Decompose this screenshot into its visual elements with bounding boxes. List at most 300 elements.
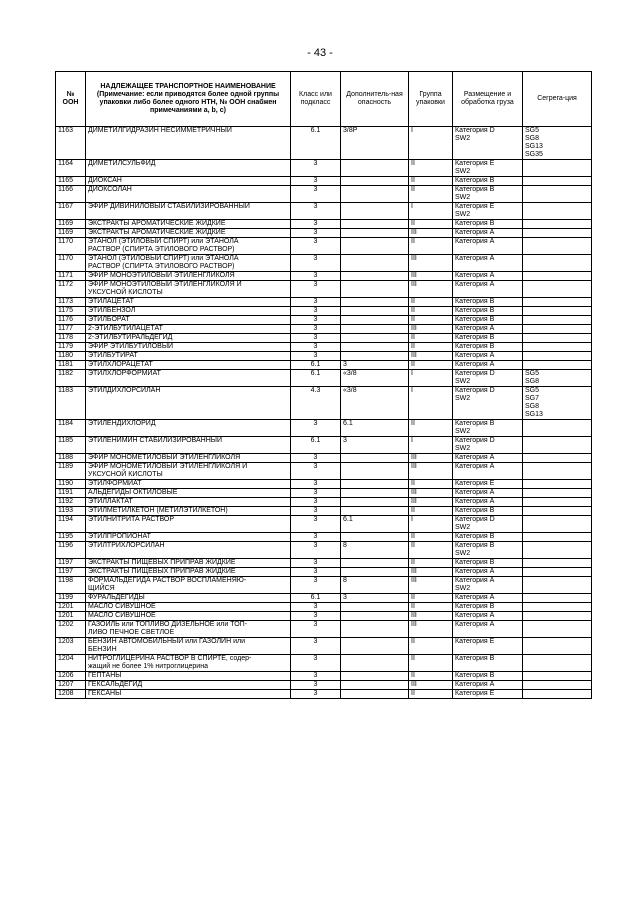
cell-segregation-line: SG7	[525, 395, 540, 402]
cell-class-line: 3	[313, 507, 318, 514]
cell-class	[291, 177, 341, 186]
cell-subsidiary-risk	[341, 498, 409, 507]
cell-un-number	[56, 352, 86, 361]
cell-class-line: 3	[313, 343, 318, 350]
table-row	[56, 387, 592, 420]
cell-packing-group-line: I	[411, 516, 413, 523]
table-row	[56, 298, 592, 307]
cell-shipping-name-line: ГЕКСАЛЬДЕГИД	[88, 681, 143, 688]
cell-class-line: 3	[313, 229, 318, 236]
cell-un-number-line: 1193	[58, 507, 74, 514]
cell-packing-group	[409, 127, 453, 160]
cell-stowage	[453, 316, 523, 325]
cell-stowage-line: Категория A	[455, 577, 495, 584]
cell-segregation	[523, 559, 592, 568]
cell-segregation	[523, 127, 592, 160]
cell-stowage-line: Категория E	[455, 638, 495, 645]
cell-un-number	[56, 533, 86, 542]
cell-packing-group	[409, 498, 453, 507]
cell-shipping-name	[86, 387, 291, 420]
table-row	[56, 370, 592, 387]
cell-shipping-name	[86, 480, 291, 489]
cell-un-number-line: 1169	[58, 220, 74, 227]
cell-shipping-name	[86, 343, 291, 352]
cell-segregation-line: SG8	[525, 403, 540, 410]
cell-packing-group	[409, 298, 453, 307]
cell-un-number-line: 1197	[58, 559, 74, 566]
cell-subsidiary-risk	[341, 370, 409, 387]
cell-un-number-line: 1165	[58, 177, 74, 184]
cell-shipping-name	[86, 361, 291, 370]
cell-stowage-line: Категория B	[455, 603, 495, 610]
cell-shipping-name-line: ЭТИЛАЦЕТАТ	[88, 298, 134, 305]
cell-un-number-line: 1172	[58, 281, 74, 288]
cell-segregation	[523, 489, 592, 498]
cell-shipping-name-line: АЛЬДЕГИДЫ ОКТИЛОВЫЕ	[88, 489, 178, 496]
cell-segregation	[523, 316, 592, 325]
cell-shipping-name-line: ЩИЙСЯ	[88, 585, 115, 592]
cell-class	[291, 516, 341, 533]
table-row	[56, 160, 592, 177]
cell-un-number	[56, 325, 86, 334]
cell-subsidiary-risk-line: 3	[343, 361, 347, 368]
cell-subsidiary-risk-line: 3	[343, 437, 347, 444]
cell-shipping-name-line: ЭКСТРАКТЫ АРОМАТИЧЕСКИЕ ЖИДКИЕ	[88, 229, 226, 236]
cell-segregation	[523, 516, 592, 533]
cell-segregation	[523, 370, 592, 387]
cell-segregation	[523, 507, 592, 516]
cell-segregation-line: SG8	[525, 135, 540, 142]
cell-stowage-line: Категория B	[455, 655, 495, 662]
table-row	[56, 127, 592, 160]
table-row	[56, 186, 592, 203]
cell-packing-group-line: I	[411, 203, 413, 210]
cell-class	[291, 489, 341, 498]
cell-class-line: 3	[313, 603, 318, 610]
cell-class-line: 3	[313, 568, 318, 575]
cell-packing-group-line: III	[411, 229, 417, 236]
cell-un-number	[56, 454, 86, 463]
cell-class	[291, 437, 341, 454]
cell-stowage-line: SW2	[455, 395, 471, 402]
table-row	[56, 352, 592, 361]
cell-subsidiary-risk	[341, 343, 409, 352]
cell-stowage	[453, 229, 523, 238]
cell-segregation	[523, 568, 592, 577]
cell-class-line: 3	[313, 160, 318, 167]
cell-stowage-line: Категория A	[455, 325, 495, 332]
cell-shipping-name-line: ЭКСТРАКТЫ ПИЩЕВЫХ ПРИПРАВ ЖИДКИЕ	[88, 568, 236, 575]
cell-subsidiary-risk	[341, 568, 409, 577]
cell-packing-group-line: I	[411, 387, 413, 394]
cell-shipping-name-line: ДИМЕТИЛСУЛЬФИД	[88, 160, 156, 167]
cell-stowage-line: Категория A	[455, 229, 495, 236]
cell-class-line: 6.1	[310, 437, 321, 444]
table-row	[56, 238, 592, 255]
cell-shipping-name	[86, 325, 291, 334]
cell-shipping-name	[86, 160, 291, 177]
cell-shipping-name	[86, 437, 291, 454]
cell-un-number-line: 1191	[58, 489, 74, 496]
cell-class	[291, 454, 341, 463]
cell-subsidiary-risk	[341, 272, 409, 281]
cell-segregation-line: SG35	[525, 151, 543, 158]
cell-class-line: 3	[313, 672, 318, 679]
cell-un-number	[56, 177, 86, 186]
cell-segregation	[523, 498, 592, 507]
cell-packing-group-line: II	[411, 533, 415, 540]
cell-shipping-name-line: ЭФИР МОНОМЕТИЛОВЫЙ ЭТИЛЕНГЛИКОЛЯ	[88, 454, 241, 461]
cell-stowage	[453, 463, 523, 480]
cell-stowage-line: Категория B	[455, 186, 495, 193]
cell-class-line: 3	[313, 220, 318, 227]
cell-shipping-name	[86, 255, 291, 272]
cell-un-number-line: 1167	[58, 203, 74, 210]
cell-stowage	[453, 655, 523, 672]
cell-shipping-name	[86, 186, 291, 203]
cell-segregation	[523, 238, 592, 255]
cell-class-line: 3	[313, 655, 318, 662]
cell-packing-group-line: III	[411, 325, 417, 332]
cell-stowage	[453, 681, 523, 690]
cell-un-number	[56, 542, 86, 559]
cell-shipping-name-line: жащий не более 1% нитроглицерина	[88, 663, 208, 670]
cell-stowage-line: Категория A	[455, 238, 495, 245]
cell-stowage-line: Категория B	[455, 334, 495, 341]
cell-packing-group	[409, 638, 453, 655]
cell-subsidiary-risk-line: 6.1	[343, 420, 353, 427]
cell-packing-group	[409, 220, 453, 229]
cell-un-number	[56, 672, 86, 681]
cell-class	[291, 343, 341, 352]
cell-segregation	[523, 655, 592, 672]
cell-shipping-name-line: ФОРМАЛЬДЕГИДА РАСТВОР ВОСПЛАМЕНЯЮ-	[88, 577, 247, 584]
header-proper-shipping-name	[86, 72, 291, 127]
cell-un-number-line: 1197	[58, 568, 74, 575]
cell-shipping-name-line: РАСТВОР (СПИРТА ЭТИЛОВОГО РАСТВОР)	[88, 246, 235, 253]
cell-shipping-name-line: ЭТИЛБОРАТ	[88, 316, 130, 323]
cell-class	[291, 655, 341, 672]
cell-class	[291, 594, 341, 603]
cell-class	[291, 203, 341, 220]
cell-un-number	[56, 186, 86, 203]
cell-shipping-name	[86, 272, 291, 281]
cell-class-line: 3	[313, 463, 318, 470]
cell-class-line: 3	[313, 420, 318, 427]
cell-un-number	[56, 127, 86, 160]
table-row	[56, 559, 592, 568]
cell-shipping-name	[86, 334, 291, 343]
cell-shipping-name-line: ЭФИР ДИВИНИЛОВЫЙ СТАБИЛИЗИРОВАННЫЙ	[88, 203, 250, 210]
cell-stowage-line: Категория E	[455, 480, 495, 487]
cell-subsidiary-risk-line: 3	[343, 594, 347, 601]
cell-subsidiary-risk	[341, 672, 409, 681]
cell-class-line: 3	[313, 542, 318, 549]
cell-shipping-name	[86, 568, 291, 577]
cell-class-line: 3	[313, 690, 318, 697]
cell-packing-group	[409, 594, 453, 603]
cell-class	[291, 533, 341, 542]
cell-stowage-line: Категория B	[455, 507, 495, 514]
cell-stowage	[453, 352, 523, 361]
cell-packing-group	[409, 454, 453, 463]
cell-un-number	[56, 298, 86, 307]
cell-packing-group	[409, 690, 453, 699]
cell-shipping-name-line: 2-ЭТИЛБУТИРАЛЬДЕГИД	[88, 334, 173, 341]
cell-subsidiary-risk	[341, 480, 409, 489]
cell-stowage-line: Категория A	[455, 568, 495, 575]
cell-packing-group	[409, 203, 453, 220]
cell-un-number-line: 1202	[58, 621, 74, 628]
cell-packing-group	[409, 334, 453, 343]
table-row	[56, 325, 592, 334]
cell-stowage-line: Категория E	[455, 690, 495, 697]
cell-packing-group-line: III	[411, 568, 417, 575]
cell-subsidiary-risk	[341, 690, 409, 699]
cell-shipping-name-line: ЛИВО ПЕЧНОЕ СВЕТЛОЕ	[88, 629, 175, 636]
cell-packing-group-line: I	[411, 437, 413, 444]
cell-un-number	[56, 229, 86, 238]
cell-stowage-line: Категория A	[455, 352, 495, 359]
cell-class-line: 3	[313, 325, 318, 332]
cell-stowage	[453, 498, 523, 507]
cell-shipping-name-line: 2-ЭТИЛБУТИЛАЦЕТАТ	[88, 325, 163, 332]
cell-subsidiary-risk	[341, 516, 409, 533]
cell-packing-group-line: II	[411, 638, 415, 645]
cell-packing-group-line: III	[411, 498, 417, 505]
cell-segregation	[523, 577, 592, 594]
cell-class-line: 6.1	[310, 127, 321, 134]
cell-un-number	[56, 603, 86, 612]
cell-segregation	[523, 463, 592, 480]
cell-subsidiary-risk	[341, 489, 409, 498]
header-class: Класс или подкласс	[291, 72, 341, 127]
cell-class-line: 3	[313, 516, 318, 523]
cell-shipping-name	[86, 281, 291, 298]
cell-un-number-line: 1188	[58, 454, 74, 461]
cell-segregation	[523, 203, 592, 220]
cell-class-line: 3	[313, 577, 318, 584]
cell-packing-group	[409, 177, 453, 186]
table-row	[56, 307, 592, 316]
cell-segregation	[523, 533, 592, 542]
cell-segregation	[523, 186, 592, 203]
header-un-number: № ООН	[56, 72, 86, 127]
cell-stowage-line: SW2	[455, 194, 471, 201]
cell-subsidiary-risk	[341, 316, 409, 325]
cell-shipping-name-line: ЭТИЛЛАКТАТ	[88, 498, 133, 505]
cell-class	[291, 352, 341, 361]
cell-class	[291, 160, 341, 177]
cell-shipping-name-line: ДИОКСАН	[88, 177, 122, 184]
cell-subsidiary-risk	[341, 533, 409, 542]
cell-stowage-line: Категория D	[455, 437, 495, 444]
cell-stowage	[453, 489, 523, 498]
cell-stowage	[453, 220, 523, 229]
cell-shipping-name	[86, 507, 291, 516]
cell-shipping-name	[86, 229, 291, 238]
cell-shipping-name	[86, 498, 291, 507]
cell-packing-group-line: II	[411, 186, 415, 193]
cell-un-number	[56, 655, 86, 672]
cell-subsidiary-risk	[341, 463, 409, 480]
cell-stowage-line: Категория B	[455, 316, 495, 323]
cell-un-number-line: 1171	[58, 272, 74, 279]
cell-subsidiary-risk	[341, 361, 409, 370]
cell-class	[291, 463, 341, 480]
cell-class	[291, 638, 341, 655]
cell-subsidiary-risk	[341, 387, 409, 420]
table-row	[56, 361, 592, 370]
cell-stowage	[453, 370, 523, 387]
cell-shipping-name-line: УКСУСНОЙ КИСЛОТЫ	[88, 471, 163, 478]
cell-shipping-name-line: ГАЗОЙЛЬ или ТОПЛИВО ДИЗЕЛЬНОЕ или ТОП-	[88, 621, 247, 628]
cell-stowage	[453, 516, 523, 533]
cell-class-line: 3	[313, 281, 318, 288]
cell-shipping-name-line: ЭФИР МОНОМЕТИЛОВЫЙ ЭТИЛЕНГЛИКОЛЯ И	[88, 463, 248, 470]
cell-subsidiary-risk	[341, 603, 409, 612]
cell-stowage-line: Категория A	[455, 255, 495, 262]
cell-un-number	[56, 498, 86, 507]
cell-stowage	[453, 454, 523, 463]
cell-stowage	[453, 621, 523, 638]
cell-packing-group	[409, 559, 453, 568]
cell-un-number-line: 1204	[58, 655, 74, 662]
cell-packing-group-line: I	[411, 370, 413, 377]
table-row	[56, 437, 592, 454]
cell-packing-group-line: III	[411, 621, 417, 628]
cell-class	[291, 690, 341, 699]
cell-stowage	[453, 672, 523, 681]
cell-stowage	[453, 612, 523, 621]
cell-subsidiary-risk	[341, 542, 409, 559]
header-segregation: Сегрега-ция	[523, 72, 592, 127]
cell-subsidiary-risk	[341, 281, 409, 298]
cell-class-line: 3	[313, 621, 318, 628]
cell-packing-group	[409, 307, 453, 316]
cell-packing-group-line: II	[411, 334, 415, 341]
cell-class-line: 6.1	[310, 594, 321, 601]
cell-class-line: 3	[313, 316, 318, 323]
cell-segregation	[523, 420, 592, 437]
cell-segregation	[523, 638, 592, 655]
cell-class	[291, 238, 341, 255]
table-row	[56, 343, 592, 352]
cell-subsidiary-risk-line: 8	[343, 577, 347, 584]
cell-shipping-name-line: МАСЛО СИВУШНОЕ	[88, 612, 156, 619]
cell-shipping-name-line: ЭТИЛБУТИРАТ	[88, 352, 138, 359]
cell-stowage-line: Категория D	[455, 370, 495, 377]
cell-packing-group	[409, 370, 453, 387]
cell-stowage-line: SW2	[455, 378, 471, 385]
table-row	[56, 281, 592, 298]
cell-un-number-line: 1173	[58, 298, 74, 305]
cell-shipping-name-line: ЭТИЛЕНДИХЛОРИД	[88, 420, 156, 427]
cell-segregation	[523, 352, 592, 361]
cell-packing-group-line: II	[411, 343, 415, 350]
cell-packing-group	[409, 325, 453, 334]
cell-shipping-name-line: ЭФИР МОНОЭТИЛОВЫЙ ЭТИЛЕНГЛИКОЛЯ И	[88, 281, 242, 288]
cell-shipping-name	[86, 370, 291, 387]
cell-class	[291, 568, 341, 577]
cell-class	[291, 281, 341, 298]
cell-subsidiary-risk	[341, 298, 409, 307]
cell-class-line: 3	[313, 177, 318, 184]
cell-stowage	[453, 361, 523, 370]
cell-class	[291, 559, 341, 568]
cell-stowage-line: Категория A	[455, 463, 495, 470]
table-row	[56, 334, 592, 343]
cell-un-number	[56, 220, 86, 229]
cell-stowage	[453, 603, 523, 612]
table-row	[56, 272, 592, 281]
cell-un-number	[56, 516, 86, 533]
cell-shipping-name	[86, 559, 291, 568]
cell-un-number-line: 1194	[58, 516, 74, 523]
cell-stowage-line: Категория B	[455, 559, 495, 566]
cell-shipping-name	[86, 621, 291, 638]
cell-shipping-name-line: ЭТИЛДИХЛОРСИЛАН	[88, 387, 161, 394]
cell-shipping-name-line: ЭКСТРАКТЫ АРОМАТИЧЕСКИЕ ЖИДКИЕ	[88, 220, 226, 227]
cell-subsidiary-risk	[341, 334, 409, 343]
cell-stowage-line: Категория D	[455, 127, 495, 134]
cell-shipping-name-line: ГЕПТАНЫ	[88, 672, 122, 679]
table-row	[56, 255, 592, 272]
cell-segregation	[523, 612, 592, 621]
cell-shipping-name	[86, 690, 291, 699]
cell-packing-group	[409, 463, 453, 480]
cell-un-number-line: 1196	[58, 542, 74, 549]
cell-shipping-name-line: ЭКСТРАКТЫ ПИЩЕВЫХ ПРИПРАВ ЖИДКИЕ	[88, 559, 236, 566]
cell-packing-group-line: III	[411, 463, 417, 470]
cell-class	[291, 480, 341, 489]
cell-stowage-line: Категория B	[455, 343, 495, 350]
table-row	[56, 577, 592, 594]
cell-packing-group-line: II	[411, 480, 415, 487]
cell-segregation	[523, 307, 592, 316]
cell-stowage	[453, 577, 523, 594]
table-row	[56, 420, 592, 437]
cell-subsidiary-risk	[341, 437, 409, 454]
cell-shipping-name-line: ДИМЕТИЛГИДРАЗИН НЕСИММЕТРИЧНЫЙ	[88, 127, 232, 134]
cell-segregation	[523, 255, 592, 272]
cell-stowage	[453, 343, 523, 352]
cell-segregation-line: SG8	[525, 378, 540, 385]
cell-shipping-name	[86, 298, 291, 307]
cell-shipping-name-line: МАСЛО СИВУШНОЕ	[88, 603, 156, 610]
cell-shipping-name-line: ЭТИЛНИТРИТА РАСТВОР	[88, 516, 175, 523]
cell-shipping-name	[86, 352, 291, 361]
cell-packing-group	[409, 542, 453, 559]
cell-un-number	[56, 316, 86, 325]
cell-subsidiary-risk	[341, 638, 409, 655]
cell-class-line: 3	[313, 454, 318, 461]
table-row	[56, 655, 592, 672]
cell-class-line: 3	[313, 352, 318, 359]
cell-stowage	[453, 160, 523, 177]
cell-class-line: 6.1	[310, 370, 321, 377]
cell-un-number-line: 1175	[58, 307, 74, 314]
cell-class	[291, 681, 341, 690]
cell-packing-group-line: III	[411, 681, 417, 688]
cell-subsidiary-risk-line: 3/8P	[343, 127, 358, 134]
cell-segregation	[523, 343, 592, 352]
cell-packing-group	[409, 255, 453, 272]
cell-stowage	[453, 437, 523, 454]
cell-segregation	[523, 160, 592, 177]
cell-packing-group	[409, 672, 453, 681]
cell-shipping-name-line: ЭТИЛФОРМИАТ	[88, 480, 142, 487]
